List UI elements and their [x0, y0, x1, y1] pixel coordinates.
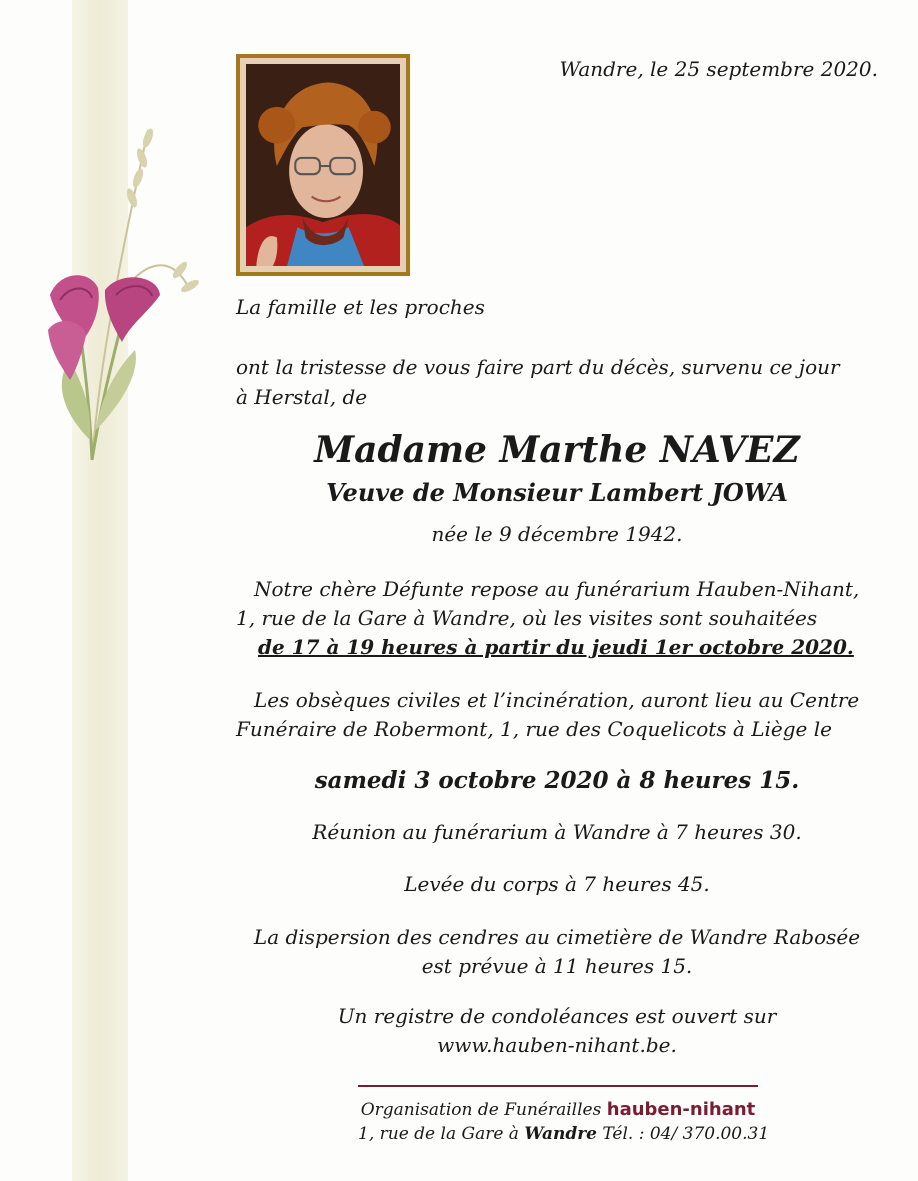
visitation-hours: de 17 à 19 heures à partir du jeudi 1er octobre 2020.	[258, 635, 854, 659]
announcement-line-1: ont la tristesse de vous faire part du décès, survenu ce jour	[236, 355, 840, 379]
birth-line: née le 9 décembre 1942.	[431, 522, 683, 546]
dispersion-line-2: est prévue à 11 heures 15.	[421, 954, 693, 978]
portrait-photo	[246, 64, 400, 266]
meeting-line: Réunion au funérarium à Wandre à 7 heures 30.	[312, 820, 802, 844]
condolences-url[interactable]: www.hauben-nihant.be.	[437, 1033, 677, 1057]
phone-number: Tél. : 04/ 370.00.31	[602, 1124, 770, 1144]
ceremony-datetime: samedi 3 octobre 2020 à 8 heures 15.	[314, 767, 800, 794]
visitation-line-1: Notre chère Défunte repose au funérarium Hauben-Nihant,	[254, 577, 860, 601]
visitation-line-2: 1, rue de la Gare à Wandre, où les visites sont souhaitées	[236, 606, 818, 630]
org-label: Organisation de Funérailles	[360, 1100, 602, 1120]
condolences-line: Un registre de condoléances est ouvert sur	[337, 1004, 777, 1028]
calla-lily-illustration	[30, 110, 220, 470]
footer-divider	[358, 1085, 758, 1087]
levee-line: Levée du corps à 7 heures 45.	[404, 872, 710, 896]
ceremony-line-1: Les obsèques civiles et l’incinération, auront lieu au Centre	[254, 688, 860, 712]
ceremony-line-2: Funéraire de Robermont, 1, rue des Coquelicots à Liège le	[236, 717, 832, 741]
portrait-frame	[236, 54, 410, 276]
address-prefix: 1, rue de la Gare à	[358, 1124, 519, 1144]
deceased-name: Madame Marthe NAVEZ	[314, 429, 800, 471]
footer-org-line	[358, 1098, 758, 1122]
address-city: Wandre	[524, 1124, 597, 1144]
date-line: Wandre, le 25 septembre 2020.	[559, 57, 878, 81]
footer-address-line	[358, 1123, 770, 1146]
announcement-line-2: à Herstal, de	[236, 385, 368, 409]
brand-logo: hauben-nihant	[606, 1099, 756, 1120]
spouse-line: Veuve de Monsieur Lambert JOWA	[326, 478, 788, 507]
dispersion-line-1: La dispersion des cendres au cimetière de Wandre Rabosée	[253, 925, 861, 949]
family-line: La famille et les proches	[236, 295, 485, 319]
